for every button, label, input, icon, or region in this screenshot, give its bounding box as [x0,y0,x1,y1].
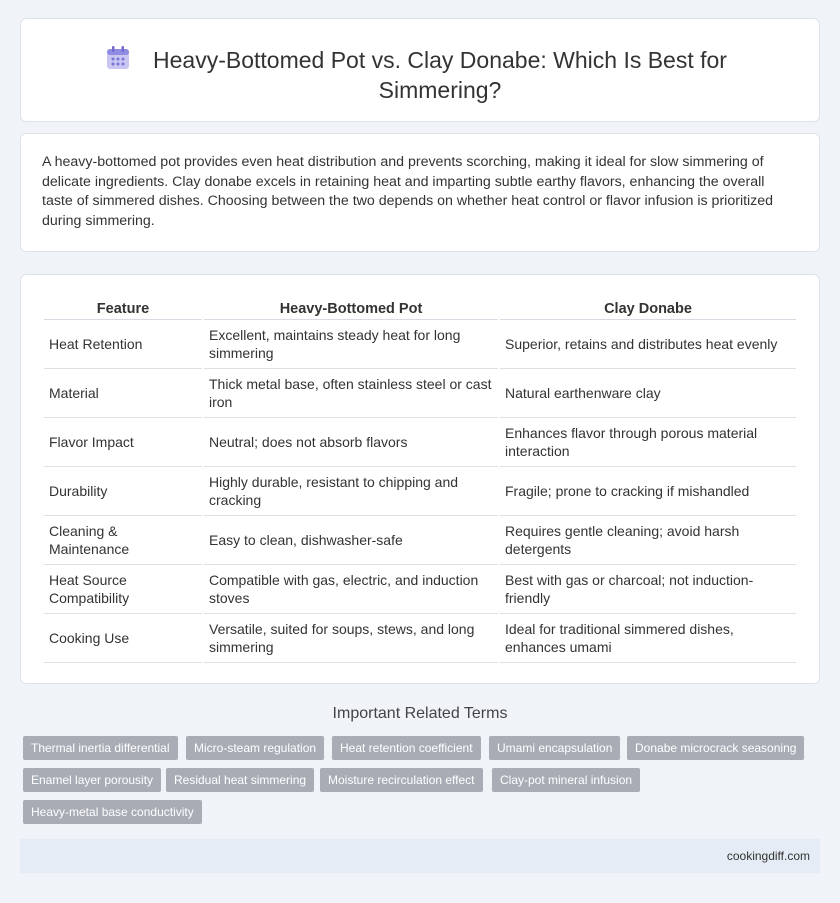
header-clay-donabe: Clay Donabe [500,294,796,320]
intro-card [20,133,820,252]
table-header-row [44,294,796,320]
pot-cell: Excellent, maintains steady heat for long simmering [204,320,498,369]
page-title [21,45,819,105]
donabe-cell: Best with gas or charcoal; not induction-friendly [500,565,796,614]
table-row [44,614,796,663]
comparison-table [42,294,798,663]
related-term-tag[interactable]: Heat retention coefficient [332,736,481,760]
related-term-tag[interactable]: Moisture recirculation effect [320,768,483,792]
table-row [44,418,796,467]
footer [20,839,820,873]
related-term-tag[interactable]: Umami encapsulation [489,736,620,760]
related-term-tag[interactable]: Thermal inertia differential [23,736,178,760]
pot-cell: Versatile, suited for soups, stews, and long simmering [204,614,498,663]
page-title-text: Heavy-Bottomed Pot vs. Clay Donabe: Which Is Best for Simmering? [153,47,727,103]
pot-cell: Thick metal base, often stainless steel or cast iron [204,369,498,418]
pot-cell: Neutral; does not absorb flavors [204,418,498,467]
feature-cell: Flavor Impact [44,418,202,467]
feature-cell: Heat Retention [44,320,202,369]
related-terms-heading: Important Related Terms [332,705,508,722]
feature-cell: Material [44,369,202,418]
table-row [44,320,796,369]
title-card [20,18,820,122]
related-term-tag[interactable]: Micro-steam regulation [186,736,324,760]
pot-cell: Highly durable, resistant to chipping and cracking [204,467,498,516]
related-term-tag[interactable]: Heavy-metal base conductivity [23,800,202,824]
header-feature: Feature [44,294,202,320]
feature-cell: Cooking Use [44,614,202,663]
related-term-tag[interactable]: Residual heat simmering [166,768,314,792]
table-row [44,565,796,614]
header-heavy-bottomed-pot: Heavy-Bottomed Pot [204,294,498,320]
feature-cell: Durability [44,467,202,516]
feature-cell: Cleaning & Maintenance [44,516,202,565]
donabe-cell: Enhances flavor through porous material interaction [500,418,796,467]
table-row [44,516,796,565]
donabe-cell: Superior, retains and distributes heat evenly [500,320,796,369]
pot-cell: Easy to clean, dishwasher-safe [204,516,498,565]
pot-cell: Compatible with gas, electric, and induction stoves [204,565,498,614]
footer-site-link[interactable]: cookingdiff.com [726,849,810,863]
table-row [44,467,796,516]
related-term-tag[interactable]: Clay-pot mineral infusion [492,768,640,792]
related-term-tag[interactable]: Donabe microcrack seasoning [627,736,804,760]
donabe-cell: Natural earthenware clay [500,369,796,418]
feature-cell: Heat Source Compatibility [44,565,202,614]
related-term-tag[interactable]: Enamel layer porousity [23,768,161,792]
table-row [44,369,796,418]
intro-paragraph: A heavy-bottomed pot provides even heat distribution and prevents scorching, making it ideal for slow simmering of delicate ingredients. Clay donabe excels in retaining heat and imparting subtle earthy flavors, enhancing the overall taste of simmered dishes. Choosing between the two depends on whether heat control or flavor infusion is prioritized during simmering. [42,154,774,229]
donabe-cell: Ideal for traditional simmered dishes, enhances umami [500,614,796,663]
comparison-card [20,274,820,684]
donabe-cell: Fragile; prone to cracking if mishandled [500,467,796,516]
donabe-cell: Requires gentle cleaning; avoid harsh detergents [500,516,796,565]
